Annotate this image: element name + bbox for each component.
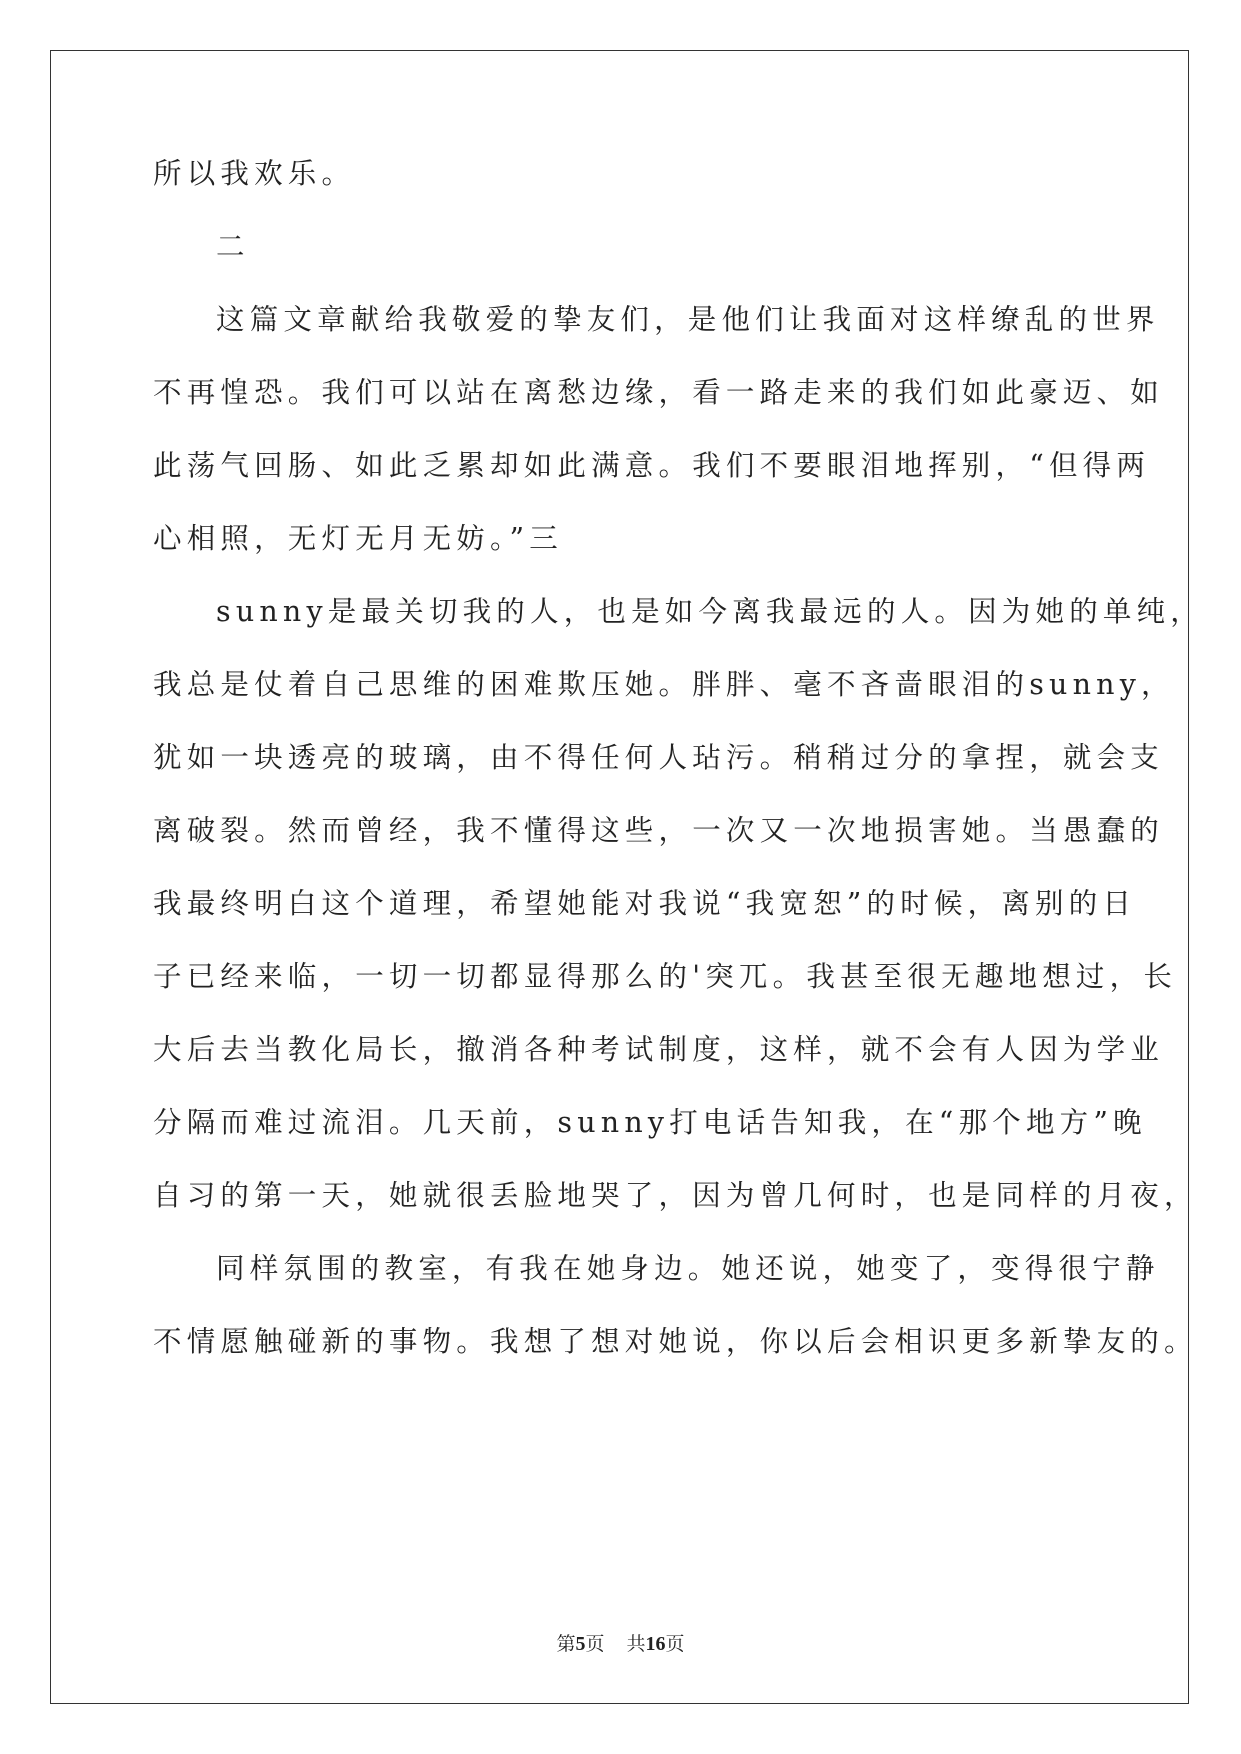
text-line-14: 分隔而难过流泪。几天前，sunny打电话告知我，在“那个地方”晚 — [153, 1106, 1147, 1139]
text-line-4: 不再惶恐。我们可以站在离愁边缘，看一路走来的我们如此豪迈、如 — [153, 376, 1165, 409]
text-line-5: 此荡气回肠、如此乏累却如此满意。我们不要眼泪地挥别，“但得两 — [153, 449, 1151, 482]
section-heading-2: 二 — [216, 230, 250, 263]
footer-page-suffix: 页 — [585, 1633, 605, 1655]
text-line-6: 心相照，无灯无月无妨。”三 — [153, 522, 563, 555]
text-line-12: 子已经来临，一切一切都显得那么的'突兀。我甚至很无趣地想过，长 — [153, 960, 1178, 993]
footer-total-suffix: 页 — [665, 1633, 685, 1655]
text-line-3: 这篇文章献给我敬爱的挚友们，是他们让我面对这样缭乱的世界 — [216, 303, 1160, 336]
text-line-7: sunny是最关切我的人，也是如今离我最远的人。因为她的单纯， — [216, 595, 1204, 628]
footer-page-number: 5 — [575, 1633, 586, 1655]
text-line-17: 不情愿触碰新的事物。我想了想对她说，你以后会相识更多新挚友的。 — [153, 1325, 1198, 1358]
text-line-9: 犹如一块透亮的玻璃，由不得任何人玷污。稍稍过分的拿捏，就会支 — [153, 741, 1165, 774]
footer-page-prefix: 第 — [556, 1633, 576, 1655]
page-border — [50, 50, 1189, 1704]
footer-total-prefix: 共 — [626, 1633, 646, 1655]
text-line-16: 同样氛围的教室，有我在她身边。她还说，她变了，变得很宁静 — [216, 1252, 1160, 1285]
text-line-8: 我总是仗着自己思维的困难欺压她。胖胖、毫不吝啬眼泪的sunny， — [153, 668, 1175, 701]
text-line-15: 自习的第一天，她就很丢脸地哭了，因为曾几何时，也是同样的月夜， — [153, 1179, 1198, 1212]
text-line-11: 我最终明白这个道理，希望她能对我说“我宽恕”的时候，离别的日 — [153, 887, 1137, 920]
page-footer — [0, 1629, 1241, 1656]
footer-total-pages: 16 — [645, 1633, 666, 1655]
text-line-10: 离破裂。然而曾经，我不懂得这些，一次又一次地损害她。当愚蠢的 — [153, 814, 1165, 847]
text-line-13: 大后去当教化局长，撤消各种考试制度，这样，就不会有人因为学业 — [153, 1033, 1165, 1066]
text-line-1: 所以我欢乐。 — [153, 157, 356, 190]
